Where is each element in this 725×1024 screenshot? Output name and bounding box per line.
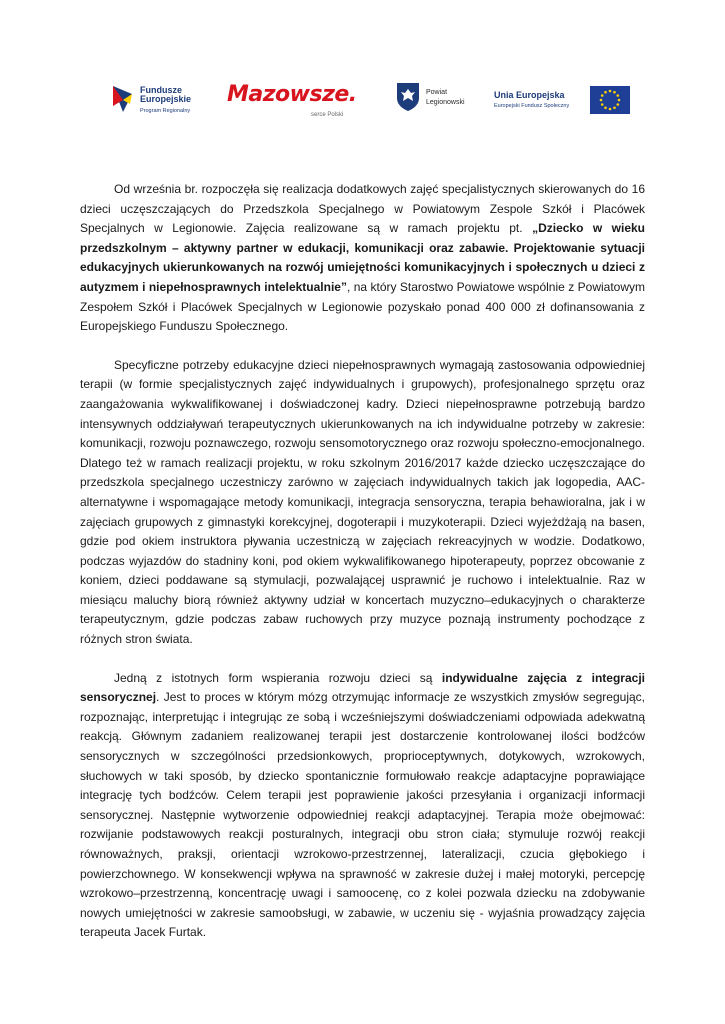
- paragraph-3-text-c: . Jest to proces w którym mózg otrzymując informacje ze wszystkich zmysłów segregując, rozpoznając, interpretując i integrując ze sobą i wcześniejszymi doświadczeniami odpowiada adekwatną reakcją. Głównym zadaniem realizowanej terapii jest dostarczenie kontrolowanej ilości bodźców sensorycznych w szczególności przedsionkowych, proprioceptywnych, dotykowych, wzrokowych, słuchowych w taki sposób, by dziecko spontanicznie formułowało reakcje adaptacyjne poprawiające integrację tych bodźców. Celem terapii jest poprawienie jakości przesyłania i organizacji informacji sensorycznej. Następnie wytworzenie odpowiedniej reakcji adaptacyjnej. Terapia może obejmować: rozwijanie podstawowych reakcji posturalnych, integracji obu stron ciała; stymuluje rozwój reakcji równoważnych, praksji, orientacji wzrokowo-przestrzennej, lateralizacji, czucia głębokiego i powierzchownego. W konsekwencji wpływa na sprawność w zakresie dużej i małej motoryki, percepcję wzrokowo–przestrzenną, koncentrację uwagi i samoocenę, co z kolei pozwala dziecku na zdobywanie nowych umiejętności w zakresie samoobsługi, w zabawie, w uczeniu się - wyjaśnia prowadzący zajęcia terapeuta Jacek Furtak.: [80, 690, 645, 940]
- ue-subtitle: Europejski Fundusz Społeczny: [494, 103, 570, 109]
- fundusze-line1: Fundusze: [140, 85, 182, 95]
- paragraph-3: [80, 669, 645, 943]
- fundusze-europejskie-logo: [110, 82, 210, 122]
- paragraph-1-text-a: Od września br. rozpoczęła się realizacja dodatkowych zajęć specjalistycznych skierowanych do 16 dzieci uczęszczających do Przedszkola Specjalnego w Powiatowym Zespole Szkół i Placówek Specjalnych w Legionowie. Zajęcia realizowane są w ramach projektu pt.: [80, 182, 645, 236]
- paragraph-2: Specyficzne potrzeby edukacyjne dzieci niepełnosprawnych wymagają zastosowania odpowiedniej terapii (w formie specjalistycznych zajęć indywidualnych i grupowych), profesjonalnego sprzętu oraz zaangażowania wykwalifikowanej i doświadczonej kadry. Dzieci niepełnosprawne potrzebują bardzo intensywnych oddziaływań terapeutycznych ukierunkowanych na ich indywidualne potrzeby w zakresie: komunikacji, rozwoju poznawczego, rozwoju sensomotorycznego oraz rozwoju społeczno-emocjonalnego. Dlatego też w ramach realizacji projektu, w roku szkolnym 2016/2017 każde dziecko uczęszczające do przedszkola specjalnego uczestniczy zarówno w zajęciach indywidualnych takich jak logopedia, AAC-alternatywne i wspomagające metody komunikacji, integracja sensoryczna, terapia behawioralna, jak i w zajęciach grupowych z gimnastyki korekcyjnej, dogoterapii i muzykoterapii. Dzieci wyjeżdżają na basen, gdzie pod okiem instruktora pływania uczestniczą w zajęciach rekreacyjnych w wodzie. Dodatkowo, podczas wyjazdów do stadniny koni, pod okiem wykwalifikowanego hipoterapeuty, poprzez obcowanie z koniem, dzieci poddawane są stymulacji, pozwalającej usprawnić je ruchowo i intelektualnie. Raz w miesiącu maluchy biorą również aktywny udział w koncertach muzyczno–edukacyjnych o charakterze terapeutycznym, gdzie podczas zabaw ruchowych przy muzyce poznają instrumenty pochodzące z różnych stron świata.: [80, 357, 645, 647]
- eu-flag-icon: [590, 86, 630, 114]
- paragraph-1: [80, 180, 645, 337]
- paragraph-1-text-c: , na który Starostwo Powiatowe wspólnie z Powiatowym Zespołem Szkół i Placówek Specjalnych w Legionowie pozyskało ponad 400 000 zł dofinansowania z Europejskiego Funduszu Społecznego.: [80, 279, 645, 334]
- fundusze-line2: Europejskie: [140, 94, 192, 104]
- paragraph-3-text-a: Jedną z istotnych form wspierania rozwoju dzieci są: [114, 670, 442, 685]
- fundusze-europejskie-emblem-icon: [110, 84, 136, 114]
- document-body: [80, 180, 645, 962]
- powiat-name: [426, 88, 465, 108]
- powiat-line2: Legionowski: [426, 99, 465, 106]
- mazowsze-tagline: serce Polski: [311, 112, 344, 118]
- powiat-line1: Powiat: [426, 89, 448, 96]
- sensory-integration-emphasis: indywidualne zajęcia z integracji sensorycznej: [80, 670, 645, 705]
- ue-title: Unia Europejska: [494, 90, 565, 100]
- powiat-legionowski-logo: [396, 82, 476, 122]
- mazowsze-wordmark: Mazowsze.: [227, 82, 357, 107]
- fundusze-subtitle: Program Regionalny: [140, 108, 191, 114]
- unia-europejska-logo: [494, 82, 634, 122]
- fundusze-title: [140, 86, 191, 104]
- project-title: „Dziecko w wieku przedszkolnym – aktywny partner w edukacji, komunikacji oraz zabawie. Projektowanie sytuacji edukacyjnych ukierunkowanych na rozwój umiejętności komunikacyjnych i społecznych u dzieci z autyzmem i niepełnosprawnych intelektualnie”: [80, 221, 645, 294]
- mazowsze-logo: [227, 82, 375, 122]
- powiat-coat-of-arms-icon: [396, 82, 420, 112]
